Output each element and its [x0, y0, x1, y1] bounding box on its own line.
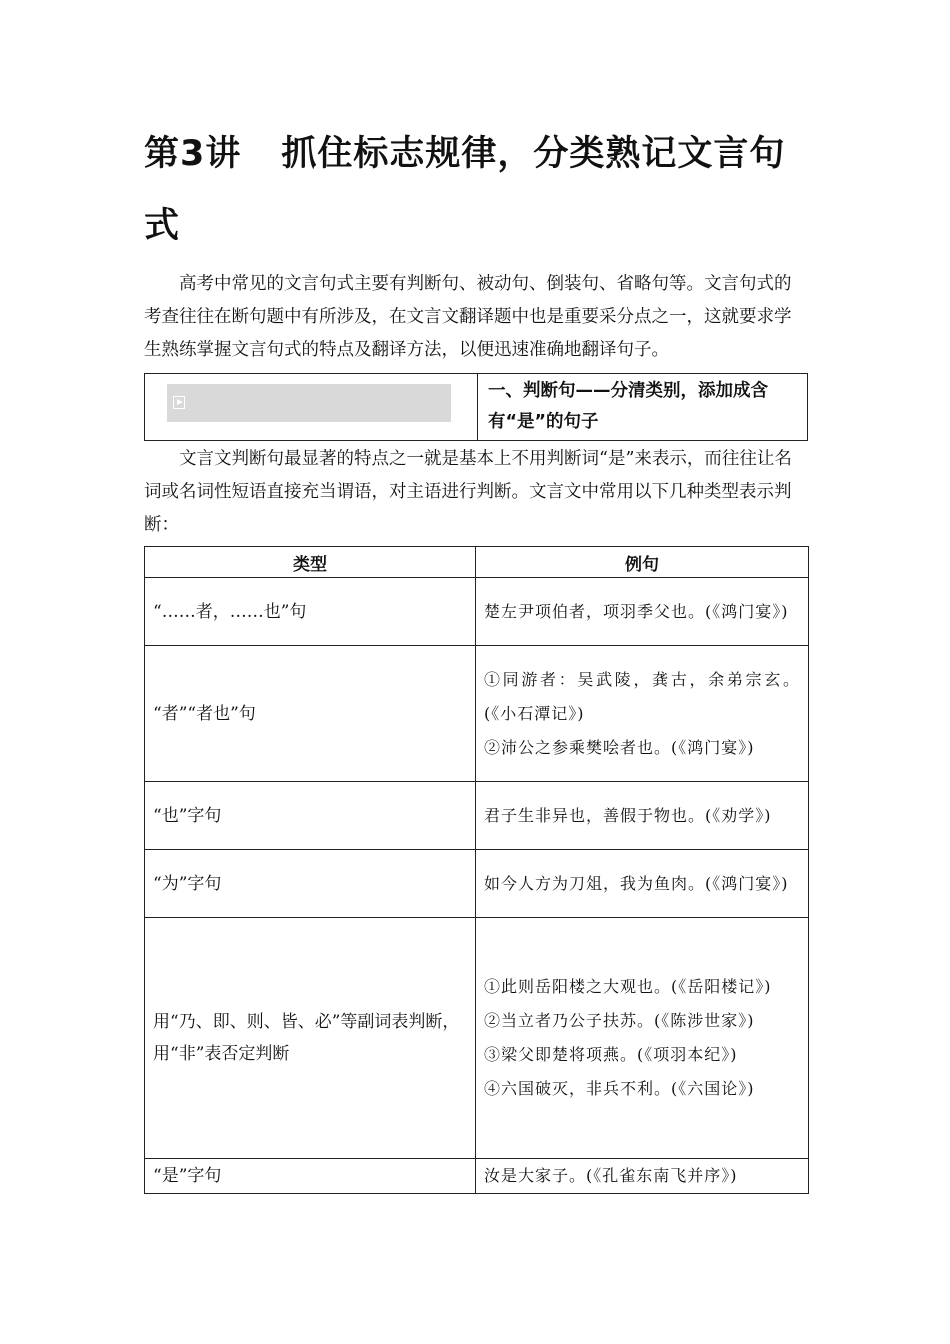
example-cell: [476, 918, 809, 1159]
example-sentence: 君子生非异也，善假于物也。(《劝学》): [484, 805, 772, 825]
section-heading: 一、判断句——分清类别，添加成含有“是”的句子: [488, 381, 768, 432]
table-row: [145, 578, 809, 646]
table-row: [145, 646, 809, 782]
example-cell: [476, 1159, 809, 1194]
intro-paragraph: 高考中常见的文言句式主要有判断句、被动句、倒装句、省略句等。文言句式的考查往往在断句题中有所涉及，在文言文翻译题中也是重要采分点之一，这就要求学生熟练掌握文言句式的特点及翻译方法，以便迅速准确地翻译句子。: [144, 274, 792, 360]
type-cell: 用“乃、即、则、皆、必”等副词表判断，用“非”表否定判断: [145, 918, 476, 1159]
table-row: [145, 850, 809, 918]
table-row: [145, 918, 809, 1159]
section-header-box: [144, 373, 808, 441]
table-row: [145, 1159, 809, 1194]
video-player-bar[interactable]: [167, 384, 451, 422]
table-row: [145, 782, 809, 850]
type-cell: “为”字句: [145, 850, 476, 918]
example-cell: [476, 578, 809, 646]
header-type: 类型: [145, 547, 476, 578]
example-cell: [476, 782, 809, 850]
type-cell: “也”字句: [145, 782, 476, 850]
example-sentence: ①此则岳阳楼之大观也。(《岳阳楼记》): [484, 977, 772, 996]
table-header-row: [145, 547, 809, 578]
type-cell: “……者，……也”句: [145, 578, 476, 646]
example-cell: [476, 646, 809, 782]
media-cell: [145, 374, 478, 440]
play-icon[interactable]: [173, 396, 185, 409]
example-sentence: 汝是大家子。(《孔雀东南飞并序》): [484, 1166, 738, 1185]
example-sentence: 楚左尹项伯者，项羽季父也。(《鸿门宴》): [484, 601, 789, 621]
page-title: [144, 118, 808, 262]
example-sentence: ④六国破灭，非兵不利。(《六国论》): [484, 1079, 755, 1098]
example-sentence: ②当立者乃公子扶苏。(《陈涉世家》): [484, 1011, 755, 1030]
example-cell: [476, 850, 809, 918]
example-sentence: 如今人方为刀俎，我为鱼肉。(《鸿门宴》): [484, 873, 789, 893]
sentence-type-table: [144, 546, 809, 1194]
type-cell: “是”字句: [145, 1159, 476, 1194]
lecture-number: 第3讲: [144, 134, 242, 174]
header-example: 例句: [476, 547, 809, 578]
lecture-title: 抓住标志规律，分类熟记文言句式: [144, 134, 786, 246]
example-sentence: ①同游者：吴武陵，龚古，余弟宗玄。(《小石潭记》): [484, 669, 800, 723]
type-cell: “者”“者也”句: [145, 646, 476, 782]
example-sentence: ②沛公之参乘樊哙者也。(《鸿门宴》): [484, 737, 755, 757]
table-body: [145, 578, 809, 1194]
body-paragraph: 文言文判断句最显著的特点之一就是基本上不用判断词“是”来表示，而往往让名词或名词性短语直接充当谓语，对主语进行判断。文言文中常用以下几种类型表示判断：: [144, 449, 792, 535]
document-page: [144, 118, 808, 1194]
example-sentence: ③梁父即楚将项燕。(《项羽本纪》): [484, 1045, 738, 1064]
